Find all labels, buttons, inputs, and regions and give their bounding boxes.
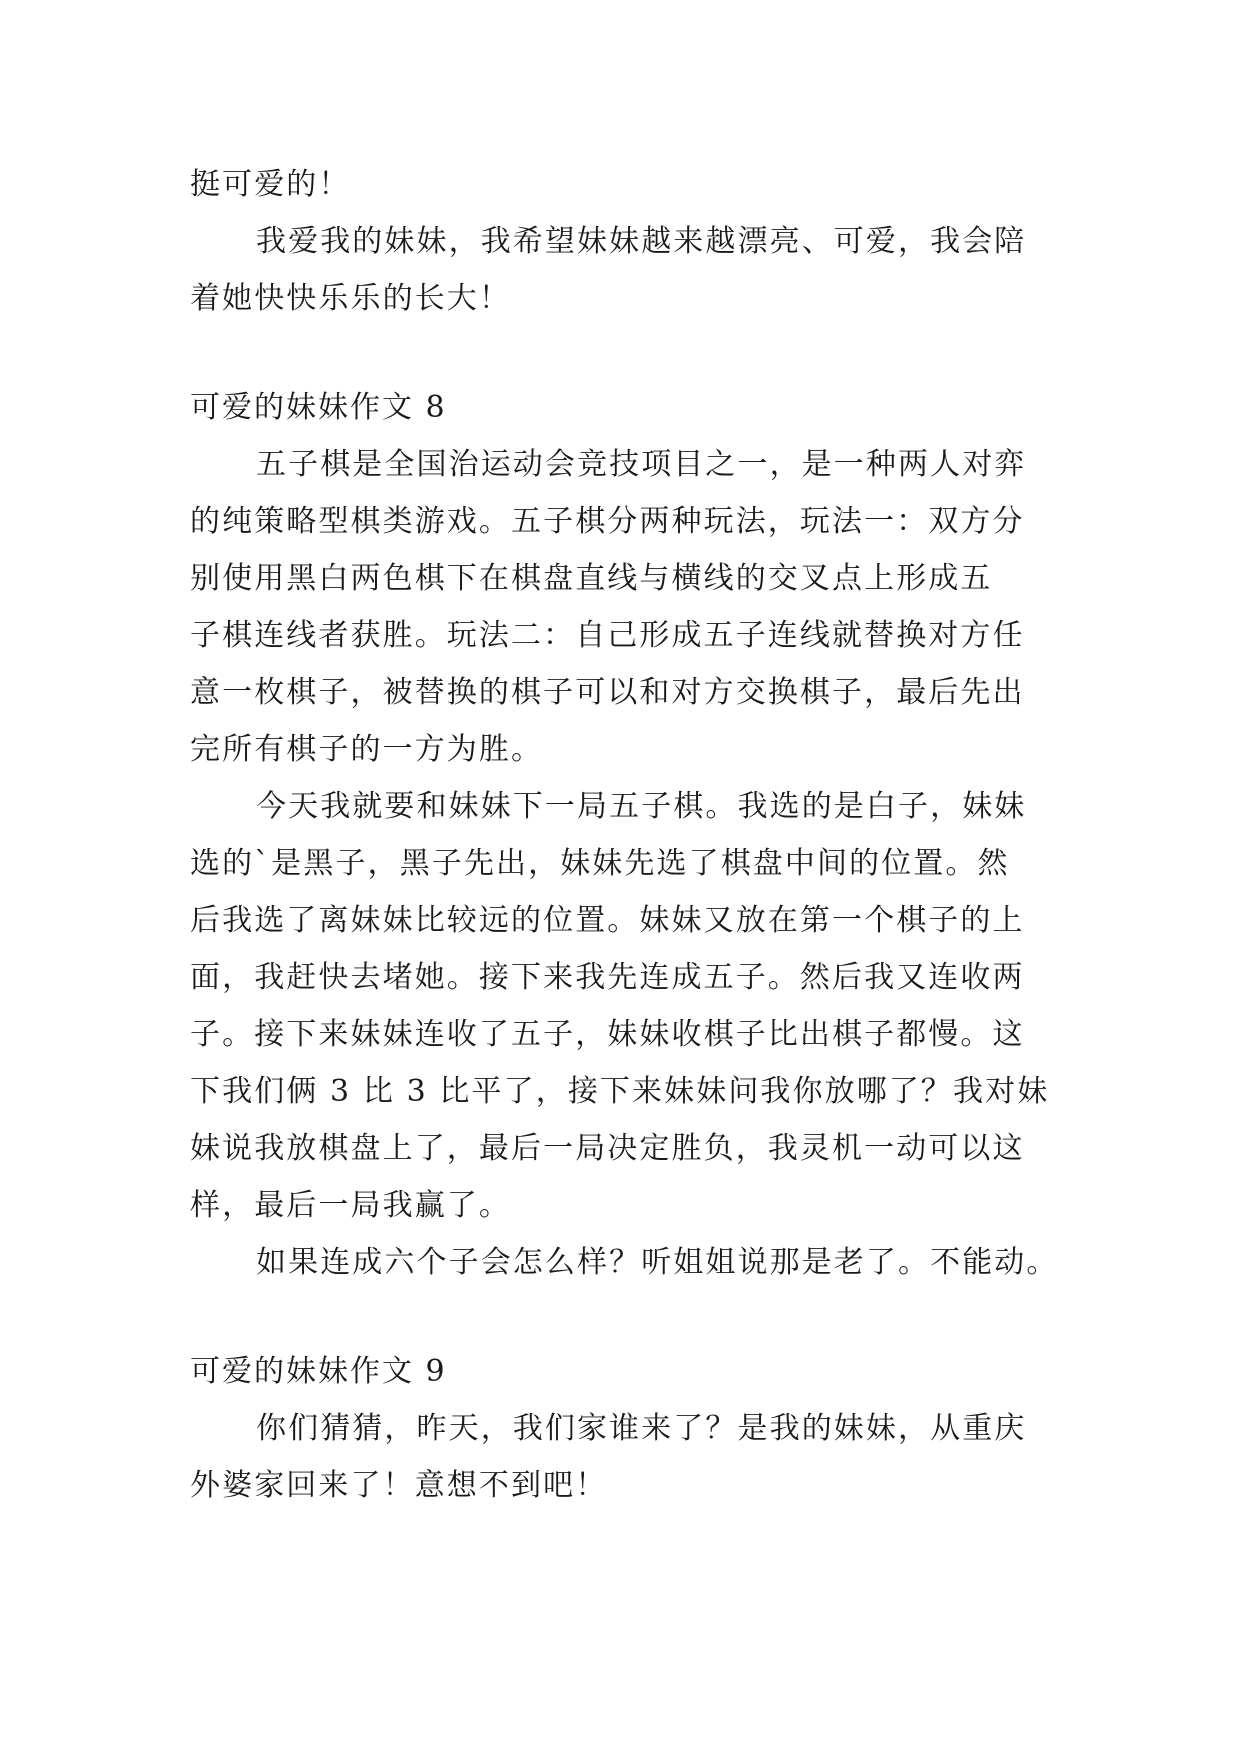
paragraph-line: 样，最后一局我赢了。: [190, 1188, 511, 1223]
section-8-paragraph-1: [190, 436, 1050, 778]
paragraph-line: 你们猜猜，昨天，我们家谁来了？是我的妹妹，从重庆: [256, 1411, 1027, 1446]
section-8-paragraph-2: [190, 778, 1050, 1234]
paragraph-line: 着她快快乐乐的长大！: [190, 281, 511, 316]
paragraph-line: 子。接下来妹妹连收了五子，妹妹收棋子比出棋子都慢。这: [190, 1017, 1025, 1052]
paragraph-line: 子棋连线者获胜。玩法二：自己形成五子连线就替换对方任: [190, 618, 1025, 653]
paragraph-line: 如果连成六个子会怎么样？听姐姐说那是老了。不能动。: [256, 1245, 1059, 1280]
intro-paragraph: [190, 213, 1050, 327]
paragraph-line: 面，我赶快去堵她。接下来我先连成五子。然后我又连收两: [190, 960, 1025, 995]
section-8-title: 可爱的妹妹作文 8: [190, 390, 447, 425]
section-8-paragraph-3: [190, 1234, 1059, 1291]
paragraph-line: 我爱我的妹妹，我希望妹妹越来越漂亮、可爱，我会陪: [256, 224, 1027, 259]
intro-fragment: 挺可爱的！: [190, 167, 351, 202]
section-9-paragraph-1: [190, 1400, 1050, 1514]
paragraph-line: 今天我就要和妹妹下一局五子棋。我选的是白子，妹妹: [256, 789, 1027, 824]
paragraph-line: 意一枚棋子，被替换的棋子可以和对方交换棋子，最后先出: [190, 675, 1025, 710]
paragraph-line: 后我选了离妹妹比较远的位置。妹妹又放在第一个棋子的上: [190, 903, 1025, 938]
section-spacer: [190, 327, 1050, 379]
paragraph-line: 五子棋是全国治运动会竞技项目之一，是一种两人对弈: [256, 447, 1027, 482]
section-9-title: 可爱的妹妹作文 9: [190, 1354, 447, 1389]
paragraph-line: 下我们俩 3 比 3 比平了，接下来妹妹问我你放哪了？我对妹: [190, 1074, 1050, 1109]
paragraph-line: 的纯策略型棋类游戏。五子棋分两种玩法，玩法一：双方分: [190, 504, 1025, 539]
section-spacer: [190, 1291, 1050, 1343]
paragraph-line: 妹说我放棋盘上了，最后一局决定胜负，我灵机一动可以这: [190, 1131, 1025, 1166]
paragraph-line: 完所有棋子的一方为胜。: [190, 732, 544, 767]
paragraph-line: 外婆家回来了！意想不到吧！: [190, 1468, 608, 1503]
paragraph-line: 选的`是黑子，黑子先出，妹妹先选了棋盘中间的位置。然: [190, 846, 1010, 881]
paragraph-line: 别使用黑白两色棋下在棋盘直线与横线的交叉点上形成五: [190, 561, 993, 596]
document-page: [190, 156, 1059, 1514]
